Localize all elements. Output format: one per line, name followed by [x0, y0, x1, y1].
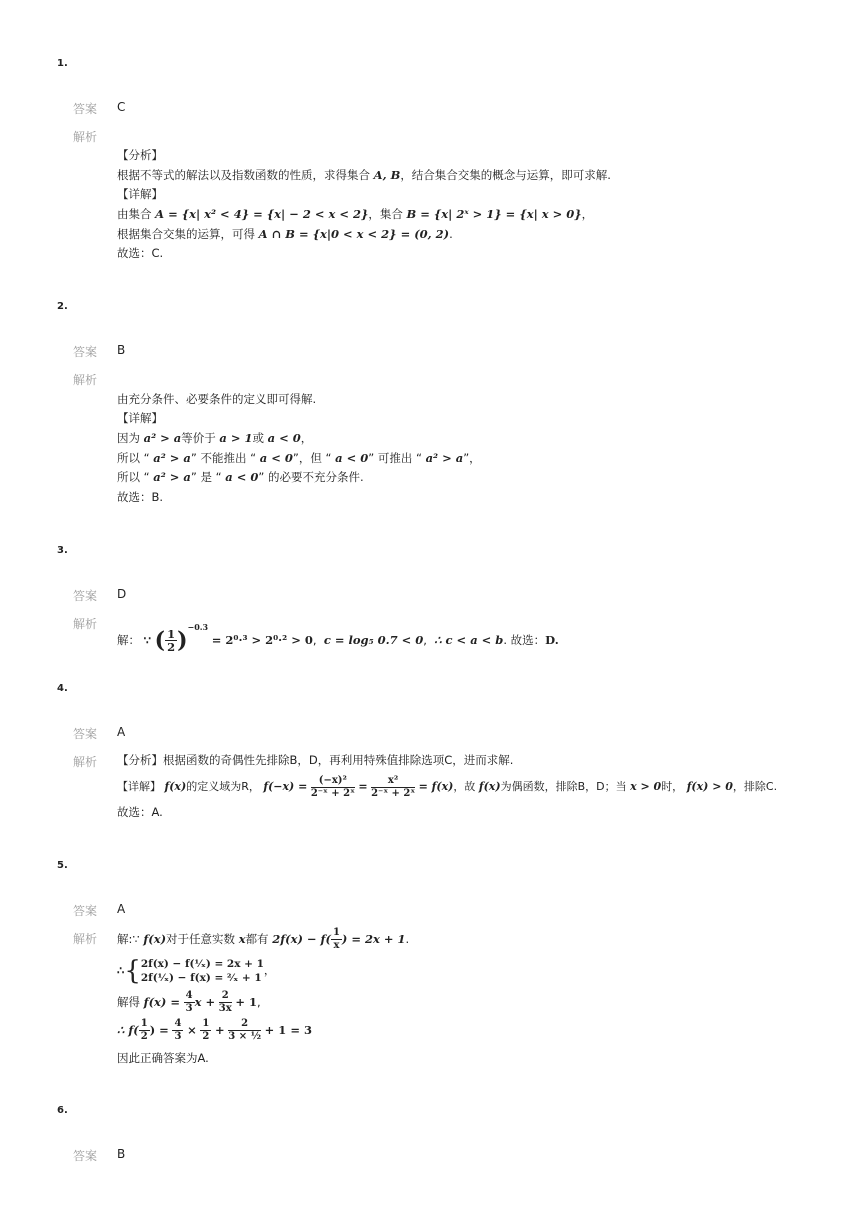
text: 的定义域为R，: [186, 780, 264, 793]
text: ,: [257, 995, 261, 1009]
analysis-label: 解析: [73, 130, 98, 144]
text: ”，但 “: [292, 451, 336, 465]
answer-label: 答案: [73, 1149, 98, 1163]
equation: 2f(x) − f(¹⁄ₓ) = 2x + 1: [140, 957, 264, 970]
analysis-line: [117, 450, 481, 466]
math: + 1 = 3: [264, 1023, 312, 1037]
math: f(x): [164, 780, 187, 793]
answer-label: 答案: [73, 102, 98, 116]
analysis-line: [117, 772, 777, 802]
denominator: 3x: [218, 1003, 232, 1014]
paren-open: (: [154, 627, 166, 654]
fraction: [331, 927, 342, 952]
math: D.: [545, 633, 559, 647]
analysis-label: 解析: [73, 932, 98, 946]
math: A = {x| x² < 4} = {x| − 2 < x < 2}: [155, 207, 369, 221]
math: x +: [194, 995, 216, 1009]
math: a² > a: [153, 451, 191, 465]
question-number: 3.: [57, 545, 68, 556]
fraction: [228, 1018, 261, 1043]
answer-value: D: [117, 587, 127, 601]
math: A, B: [373, 168, 401, 182]
math: a < 0: [267, 431, 301, 445]
analysis-line: [117, 955, 275, 985]
numerator: (−x)²: [311, 775, 355, 788]
math: f(x): [478, 780, 501, 793]
text: 对于任意实数: [166, 932, 239, 946]
text: ” 是 “: [190, 470, 226, 484]
math: =: [358, 780, 368, 793]
text: ，: [263, 963, 276, 977]
text: ”，: [463, 451, 481, 465]
question-number: 6.: [57, 1105, 68, 1116]
analysis-line: [117, 469, 364, 485]
math: a² > a: [425, 451, 464, 465]
numerator: x²: [371, 775, 415, 788]
text: 为偶函数，排除B，D；当: [500, 780, 631, 793]
answer-label: 答案: [73, 727, 98, 741]
math: a < 0: [259, 451, 293, 465]
answer-value: B: [117, 1147, 126, 1161]
numerator: 2: [219, 990, 232, 1003]
analysis-line: 由充分条件、必要条件的定义即可得解.: [117, 392, 317, 406]
analysis-line: 解： ∵ ( $\frac{1}{2}$ )$^{-0.3}$ = 2⁰·³ > 2⁰·² > 0, c = log₅ 0.7 < 0, ∴ c < a < b. 故选：D.: [117, 622, 559, 654]
analysis-line: [117, 430, 312, 446]
numerator: 2: [228, 1018, 261, 1031]
math: f(x) =: [143, 995, 180, 1009]
analysis-line: [117, 988, 261, 1016]
text: 根据集合交集的运算，可得: [117, 227, 259, 241]
question-number: 1.: [57, 58, 68, 69]
math: = 2⁰·³ > 2⁰·² > 0: [211, 633, 313, 647]
math: = f(x): [418, 780, 454, 793]
text: .: [449, 227, 453, 241]
answer-value: C: [117, 100, 126, 114]
math: f(x) > 0: [686, 780, 733, 793]
math: B = {x| 2ˣ > 1} = {x| x > 0}: [406, 207, 582, 221]
analysis-line: 因此正确答案为A.: [117, 1051, 209, 1065]
text: 等价于: [181, 431, 220, 445]
fraction: [139, 1018, 150, 1043]
fraction: [311, 775, 355, 800]
analysis-line: 故选：C.: [117, 246, 164, 260]
analysis-line: [117, 925, 409, 953]
math: x > 0: [630, 780, 662, 793]
math: ∴ f(: [117, 1023, 139, 1037]
text: 因为: [117, 431, 144, 445]
math: a² > a: [143, 431, 182, 445]
answer-label: 答案: [73, 904, 98, 918]
answer-value: A: [117, 725, 126, 739]
text: ，排除C.: [732, 780, 778, 793]
numerator: 1: [332, 927, 340, 938]
fraction: [219, 990, 232, 1015]
math: ×: [187, 1023, 197, 1037]
denominator: 3: [174, 1031, 182, 1042]
analysis-label: 解析: [73, 755, 98, 769]
text: 解：: [117, 633, 140, 647]
denominator: 3 × ½: [228, 1031, 262, 1042]
text: ，: [300, 431, 313, 445]
text: 所以 “: [117, 451, 154, 465]
text: 都有: [245, 932, 273, 946]
text: ，结合集合交集的概念与运算，即可求解.: [400, 168, 611, 182]
question-number: 2.: [57, 301, 68, 312]
math: f(x): [143, 932, 167, 946]
math: a < 0: [225, 470, 259, 484]
text: 解:∵: [117, 932, 144, 946]
numerator: 4: [174, 1018, 182, 1029]
text: ，故: [453, 780, 479, 793]
question-number: 5.: [57, 860, 68, 871]
math: ∵: [143, 633, 151, 647]
math: ) = 2x + 1: [341, 932, 406, 946]
numerator: 1: [202, 1018, 210, 1029]
fraction: [371, 775, 415, 800]
text: . 故选：: [503, 633, 546, 647]
analysis-line: [117, 167, 611, 183]
analysis-line: 故选：B.: [117, 490, 164, 504]
fraction: [200, 1018, 211, 1043]
answer-value: A: [117, 902, 126, 916]
text: ，: [581, 207, 594, 221]
analysis-label: 解析: [73, 373, 98, 387]
text: ” 不能推出 “: [190, 451, 260, 465]
answer-label: 答案: [73, 589, 98, 603]
denominator: 2: [167, 640, 176, 654]
math: A ∩ B = {x|0 < x < 2} = (0, 2): [258, 227, 450, 241]
text: 时，: [661, 780, 687, 793]
analysis-line: 【详解】: [117, 411, 163, 425]
numerator: 1: [140, 1018, 148, 1029]
analysis-line: [117, 206, 593, 222]
analysis-line: 故选：A.: [117, 805, 163, 819]
math: x: [238, 932, 246, 946]
text: ” 可推出 “: [368, 451, 426, 465]
math: f(−x) =: [263, 780, 308, 793]
denominator: 2⁻ˣ + 2ˣ: [371, 787, 416, 799]
text: 或: [252, 431, 268, 445]
text: ” 的必要不充分条件.: [258, 470, 364, 484]
analysis-line: 【详解】: [117, 187, 163, 201]
answer-label: 答案: [73, 345, 98, 359]
math: c = log₅ 0.7 < 0: [323, 633, 424, 647]
exponent: −0.3: [187, 622, 209, 632]
fraction: [165, 628, 177, 653]
text: 所以 “: [117, 470, 154, 484]
math: ∴: [117, 963, 125, 977]
fraction: [184, 990, 195, 1015]
analysis-line: [117, 1014, 312, 1046]
math: 2f(x) − f(: [272, 932, 331, 946]
equation-system: [141, 957, 264, 985]
analysis-label: 解析: [73, 617, 98, 631]
math: ∴ c < a < b: [434, 633, 504, 647]
math: a < 0: [335, 451, 369, 465]
denominator: 2: [140, 1031, 148, 1042]
text: ，集合: [368, 207, 407, 221]
text: .: [405, 932, 410, 946]
denominator: 2: [202, 1031, 210, 1042]
analysis-line: [117, 226, 453, 242]
math: + 1: [235, 995, 257, 1009]
text: 【详解】: [117, 780, 165, 793]
equation: 2f(¹⁄ₓ) − f(x) = ²⁄ₓ + 1: [140, 971, 262, 984]
brace: {: [124, 955, 141, 986]
analysis-line: 【分析】: [117, 148, 163, 162]
math: ) =: [149, 1023, 169, 1037]
denominator: 2⁻ˣ + 2ˣ: [310, 787, 355, 799]
math: a > 1: [219, 431, 253, 445]
denominator: 3: [185, 1003, 193, 1014]
question-number: 4.: [57, 683, 68, 694]
numerator: 1: [167, 627, 176, 641]
paren-close: ): [177, 627, 188, 654]
denominator: x: [333, 940, 340, 951]
answer-value: B: [117, 343, 126, 357]
numerator: 4: [185, 990, 193, 1001]
text: 根据不等式的解法以及指数函数的性质，求得集合: [117, 168, 374, 182]
math: +: [214, 1023, 225, 1037]
text: 由集合: [117, 207, 156, 221]
fraction: [172, 1018, 183, 1043]
text: 解得: [117, 995, 144, 1009]
analysis-line: 【分析】根据函数的奇偶性先排除B，D，再利用特殊值排除选项C，进而求解.: [117, 753, 514, 767]
math: a² > a: [153, 470, 191, 484]
